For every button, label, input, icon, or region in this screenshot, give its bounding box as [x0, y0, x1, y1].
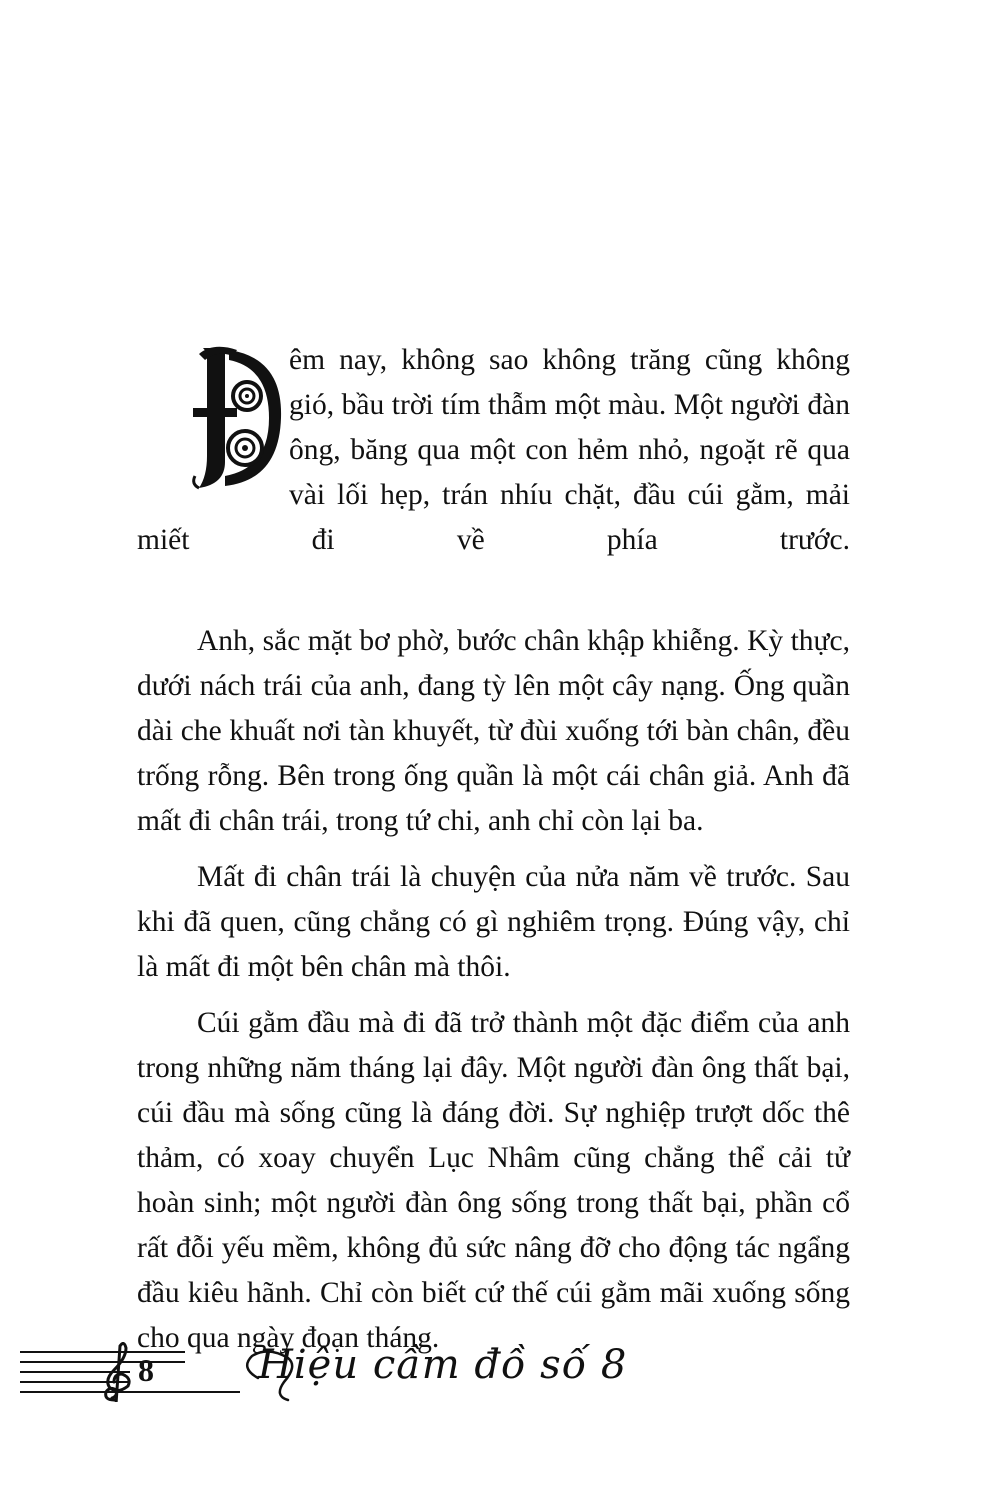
paragraph-4: Cúi gằm đầu mà đi đã trở thành một đặc điểm của anh trong những năm tháng lại đây. Một người đàn ông thất bại, cúi đầu mà sống cũng là đáng đời. Sự nghiệp trượt dốc thê thảm, có xoay chuyển Lục Nhâm cũng chẳng thể cải tử hoàn sinh; một người đàn ông sống trong thất bại, phần cổ rất đỗi yếu mềm, không đủ sức nâng đỡ cho động tác ngẩng đầu kiêu hãnh. Chỉ còn biết cứ thế cúi gằm mãi xuống sống cho qua ngày đoạn tháng. [137, 1007, 850, 1354]
book-title: Hiệu cầm đồ số 8 [258, 1342, 628, 1388]
body-text [137, 338, 850, 1372]
paragraph-3: Mất đi chân trái là chuyện của nửa năm về trước. Sau khi đã quen, cũng chẳng có gì nghiêm trọng. Đúng vậy, chỉ là mất đi một bên chân mà thôi. [137, 861, 850, 983]
paragraph-1 [137, 338, 850, 608]
page-number: 8 [138, 1352, 154, 1388]
ornate-drop-cap-icon [133, 344, 283, 490]
page-footer [0, 1330, 1000, 1430]
drop-cap [133, 344, 283, 490]
paragraph-1-text: êm nay, không sao không trăng cũng không gió, bầu trời tím thẫm một màu. Một người đàn ông, băng qua một con hẻm nhỏ, ngoặt rẽ qua vài lối hẹp, trán nhíu chặt, đầu cúi gằm, mải miết đi về phía trước. [137, 344, 850, 556]
music-staff-icon [20, 1342, 240, 1402]
paragraph-2: Anh, sắc mặt bơ phờ, bước chân khập khiễng. Kỳ thực, dưới nách trái của anh, đang tỳ lên một cây nạng. Ống quần dài che khuất nơi tàn khuyết, từ đùi xuống tới bàn chân, đều trống rỗng. Bên trong ống quần là một cái chân giả. Anh đã mất đi chân trái, trong tứ chi, anh chỉ còn lại ba. [137, 625, 850, 837]
